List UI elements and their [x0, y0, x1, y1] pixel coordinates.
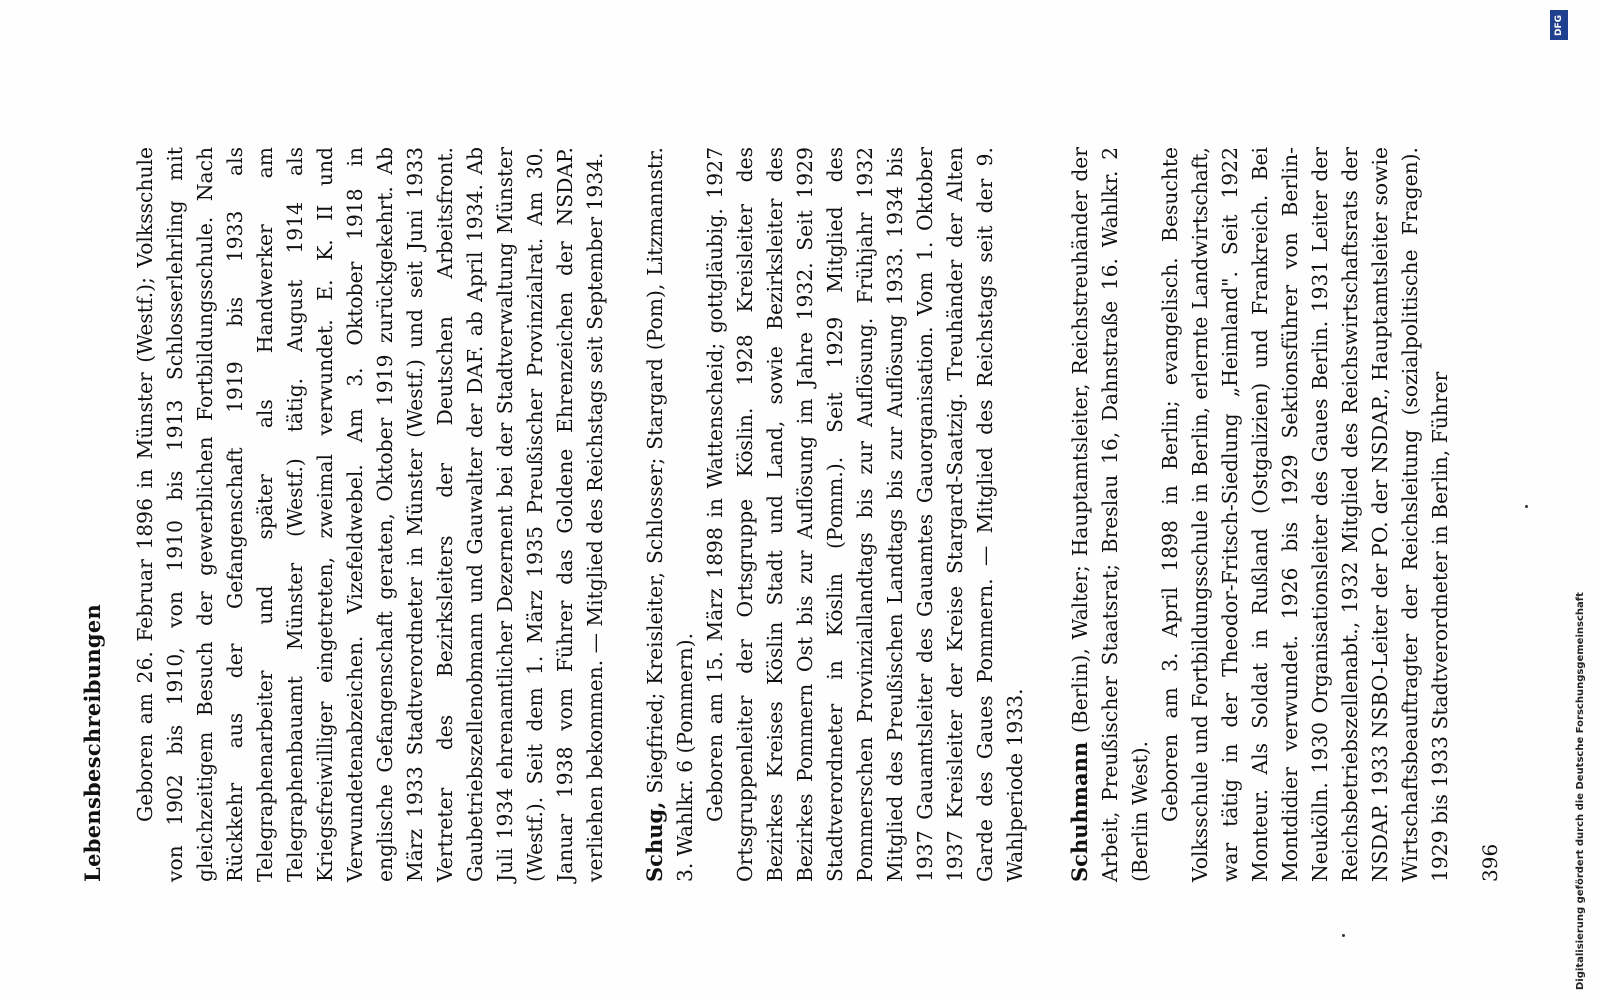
dfg-logo-icon: DFG: [1550, 10, 1568, 40]
entry-paragraph: Geboren am 15. März 1898 in Wattenscheid; gottgläubig. 1927 Ortsgruppenleiter der Ortsgruppe Köslin. 1928 Kreisleiter des Bezirkes Kreises Köslin Stadt und Land, sowie Bezirksleiter des Bezirkes Pommern Ost bis zur Auflösung im Jahre 1932. Seit 1929 Stadtverordneter in Köslin (Pomm.). Seit 1929 Mitglied des Pommerschen Provinziallandtags bis zur Auflösung. Frühjahr 1932 Mitglied des Preußischen Landtags bis zur Auflösung 1933. 1934 bis 1937 Gauamtsleiter des Gauamtes Gauorganisation. Vom 1. Oktober 1937 Kreisleiter der Kreise Stargard-Saatzig. Treuhänder der Alten Garde des Gaues Pommern. — Mitglied des Reichstags seit der 9. Wahlperiode 1933.: [703, 147, 1027, 882]
scan-speck: [1342, 934, 1345, 937]
page-number: 396: [1478, 843, 1502, 882]
entry-head-text: Siegfried; Kreisleiter, Schlosser; Stargard (Pom), Litzmannstr. 3. Wahlkr. 6 (Pommern).: [643, 147, 697, 882]
entry-paragraph: Geboren am 3. April 1898 in Berlin; evangelisch. Besuchte Volksschule und Fortbildungsschule in Berlin, erlernte Landwirtschaft, war tätig in der Theodor-Fritsch-Siedlung „Heimland". Seit 1922 Monteur. Als Soldat in Rußland (Ostgalizien) und Frankreich. Bei Montdidier verwundet. 1926 bis 1929 Sektionsführer von Berlin-Neukölln. 1930 Organisationsleiter des Gaues Berlin. 1931 Leiter der Reichsbetriebszellenabt., 1932 Mitglied des Reichswirtschaftsrats der NSDAP. 1933 NSBO-Leiter der PO. der NSDAP., Hauptamtsleiter sowie Wirtschaftsbeauftragter der Reichsleitung (sozialpolitische Fragen). 1929 bis 1933 Stadtverordneter in Berlin, Führer: [1158, 147, 1452, 882]
scan-speck: [1525, 505, 1528, 508]
entry-heading: [1065, 147, 1155, 882]
entry-name: Schug,: [642, 801, 667, 882]
biography-entry: [1065, 147, 1455, 882]
page-header-title: Lebensbeschreibungen: [80, 603, 105, 882]
biography-entry: [640, 147, 1030, 882]
entry-head-text: (Berlin), Walter; Hauptamtsleiter, Reichstreuhänder der Arbeit, Preußischer Staatsrat; Breslau 16, Dahnstraße 16. Wahlkr. 2 (Berlin West).: [1068, 147, 1152, 882]
entry-paragraph: Geboren am 26. Februar 1896 in Münster (Westf.); Volksschule von 1902 bis 1910, von 1910 bis 1913 Schlosserlehrling mit gleichzeitigem Besuch der gewerblichen Fortbildungsschule. Nach Rückkehr aus der Gefangenschaft 1919 bis 1933 als Telegraphenarbeiter und später als Handwerker am Telegraphenbauamt Münster (Westf.) tätig. August 1914 als Kriegsfreiwilliger eingetreten, zweimal verwundet. E. K. II und Verwundetenabzeichen. Vizefeldwebel. Am 3. Oktober 1918 in englische Gefangenschaft geraten, Oktober 1919 zurückgekehrt. Ab März 1933 Stadtverordneter in Münster (Westf.) und seit Juni 1933 Vertreter des Bezirksleiters der Deutschen Arbeitsfront. Gaubetriebszellenobmann und Gauwalter der DAF. ab April 1934. Ab Juli 1934 ehrenamtlicher Dezernent bei der Stadtverwaltung Münster (Westf.). Seit dem 1. März 1935 Preußischer Provinzialrat. Am 30. Januar 1938 vom Führer das Goldene Ehrenzeichen der NSDAP. verliehen bekommen. — Mitglied des Reichstags seit September 1934.: [133, 147, 607, 882]
entry-heading: [640, 147, 700, 882]
biography-entry: [130, 147, 610, 882]
entry-name: Schuhmann: [1067, 741, 1092, 882]
digitization-credit-text: Digitalisierung gefördert durch die Deutsche Forschungsgemeinschaft: [1575, 592, 1586, 990]
digitization-credit: [1532, 500, 1592, 990]
